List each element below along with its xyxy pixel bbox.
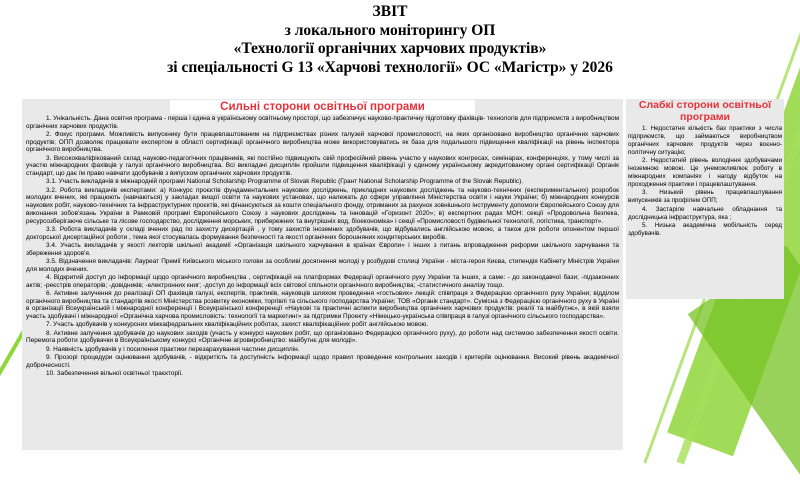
list-item: 2. Фокус програми. Можливість випускнику бути працевлаштованим на підприємствах різних галузей харчової промисловості, на яких організовано виробництво органічних харчових продуктів; ОПП дозволяє працювати експертом в області сертифікації органічного виробництва може використовуватись як база для подальшого підвищення кваліфікації на рівень інспектора органічного виробництва. — [26, 131, 619, 154]
list-item: 7. Участь здобувачів у конкурсних міжкафедральних кваліфікаційних роботах, захист кваліфікаційних робіт англійською мовою. — [46, 321, 429, 329]
title-line-2: з локального моніторингу ОП — [284, 21, 496, 39]
strengths-heading: Сильні сторони освітньої програми — [170, 100, 475, 114]
list-item: 4. Відкритий доступ до інформації щодо органічного виробництва , сертифікацій на платформах Федерації органічного руху України та інших, а саме: - до законодавчої бази; -підзаконних актів; -реєстрів операторів; -довідників; -електронних книг; -доступ до інформації всіх світової спільноти органічного виробництва; -статистичного аналізу тощо. — [26, 273, 619, 289]
list-item: 3.2. Робота викладачів експертами: а) Конкурс проєктів фундаментальних наукових досліджень, прикладних наукових досліджень та науково-технічних (експериментальних) розробок молодих вчених, які працюють (навчаються) у закладах вищої освіти та наукових установах, що належать до сфери управління Міністерства освіти і науки України; б) міжнародних конкурсів наукових робіт, науково-технічних та інфраструктурних проєктів, які фінансуються за кошти спеціального фонду, отриманих за рахунок зовнішнього інструменту допомоги Європейського Союзу для виконання зобов'язань України в Рамковій програмі Європейського Союзу з наукових досліджень та інновацій «Горизонт 2020»; в) експертних радах МОН: секції «Продовольча безпека, ресурсозберігаюче сільське та лісове господарство, дослідження морських, прибережних та внутрішніх вод, біоекономіка» і секції «Промисловості будівельної технології, логістика, транспорт». — [26, 186, 619, 225]
list-item: 3.5. Відзначення викладачів: Лауреат Премії Київського міського голови за особливі досягнення молоді у розбудові столиці України - міста-героя Києва, стипендія Кабінету Міністрів України для молодих вчених. — [26, 257, 619, 273]
title-line-3: «Технології органічних харчових продуктів» — [233, 40, 547, 57]
title-line-1: ЗВІТ — [372, 3, 408, 20]
list-item: 8. Активне залучення здобувачів до наукових заходів (участь у конкурсі наукових робіт, що організовано Федерацією органічного руху), до роботи над системою забезпечення якості освіти. Перемога роботи здобувачки в Всеукраїнському конкурсі «Органічне агровиробництво: майбутнє для молоді». — [26, 329, 619, 345]
strengths-list — [22, 114, 623, 378]
weaknesses-panel — [626, 99, 784, 299]
report-title — [100, 3, 680, 77]
weaknesses-list — [628, 125, 782, 238]
list-item: 10. Забезпечення вільної освітньої траєкторії. — [46, 369, 184, 377]
list-item: 3. Висококваліфікований склад науково-педагогічних працівників, які постійно підвищують свій професійний рівень участю у наукових конгресах, семінарах, конференціях, у тому числі за участю міжнародних фахівців у галузі органічного виробництва. Всі викладачі дисциплін пройшли підвищення кваліфікації у єдиному українському акредитованому органі сертифікації Органік стандарт, що дає їм право навчати здобувачів з випуском органічних харчових продуктів. — [26, 154, 619, 178]
list-item: 3.1. Участь викладачів в міжнародній програмі National Scholarship Programme of Slovak Republic (Грант National Scholarship Programme of the Slovak Republic). — [46, 178, 524, 186]
list-item: 5. Низька академічна мобільність серед здобувачів. — [628, 222, 782, 238]
title-line-4: зі спеціальності G 13 «Харчові технології» ОС «Магістр» у 2026 — [167, 58, 613, 76]
list-item: 1. Унікальність. Дана освітня програма - перша і єдина в українському освітньому просторі, що забезпечує науково-практичну підготовку фахівців- технологів для підприємств з виробництвом органічних харчових продуктів. — [26, 115, 619, 130]
list-item: 1. Недостатня кількість баз практики з числа підприємств, що займаються виробництвом органічних харчових продуктів через воєнно-політичну ситуацію; — [628, 125, 782, 156]
weaknesses-heading: Слабкі сторони освітньої програми — [638, 99, 772, 123]
list-item: 3. Низький рівень працевлаштування випускників за профілем ОПП; — [628, 189, 782, 205]
list-item: 6. Активне залучення до реалізації ОП фахівців галузі, експертів, практиків, науковців шляхом проведення «гостьових» лекцій: співпраця з Федерацією органічного руху України; відділом органічного виробництва та стандартів якості Міністерства розвитку економіки, торгівлі та сільського господарства України; ТОВ «Органік стандарт». Сумісна з Федерацією органічного руху в Україні в організації Всеукраїнській і міжнародної конференції і Всеукраїнської конференції «Наукові та практичні аспекти виробництва органічних харчових продуктів: реалії та майбутнє», в якій взяли участь здобувачі і міжнародної «Органічна харчова промисловість: технології та маркетинг» за підтримки Проекту «Німецько-українська співпраця в галузі органічного сільського господарства». — [26, 289, 619, 320]
list-item: 3.4. Участь викладачів у якості лекторів шкільної академії «Організація шкільного харчування в країнах Європи» і інших з питань впровадження реформи шкільного харчування та збереження здоров'я. — [26, 241, 619, 257]
list-item: 9. Наявність здобувачів у і посилення практики перезарахування частини дисциплін. — [46, 345, 300, 353]
list-item: 3.3. Робота викладачів у складі вчених рад по захисту дисертацій , у тому захистів іноземних здобувачів, що відбувались англійською мовою, а також для роботи опонентом першої докторської дисертаційної роботи , тема якої стосувалась формування безпечності та якості органічних борошняних кондитерських виробів. — [26, 225, 619, 241]
list-item: 9. Прозорі процедури оцінювання здобувачів, - відкритість та доступність інформації щодо правил проведення контрольних заходів і критеріїв оцінювання. Високий рівень академічної доброчесності. — [26, 353, 619, 369]
strengths-panel — [22, 99, 623, 450]
list-item: 4. Застаріле навчальне обладнання та дослідницька інфраструктура, яка ; — [628, 205, 782, 221]
list-item: 2. Недостатній рівень володіння здобувачами іноземною мовою. Це унеможливлює роботу в міжнародних компаніях і нагоду відбуток на проходження практики і працевлаштування. — [628, 157, 782, 188]
